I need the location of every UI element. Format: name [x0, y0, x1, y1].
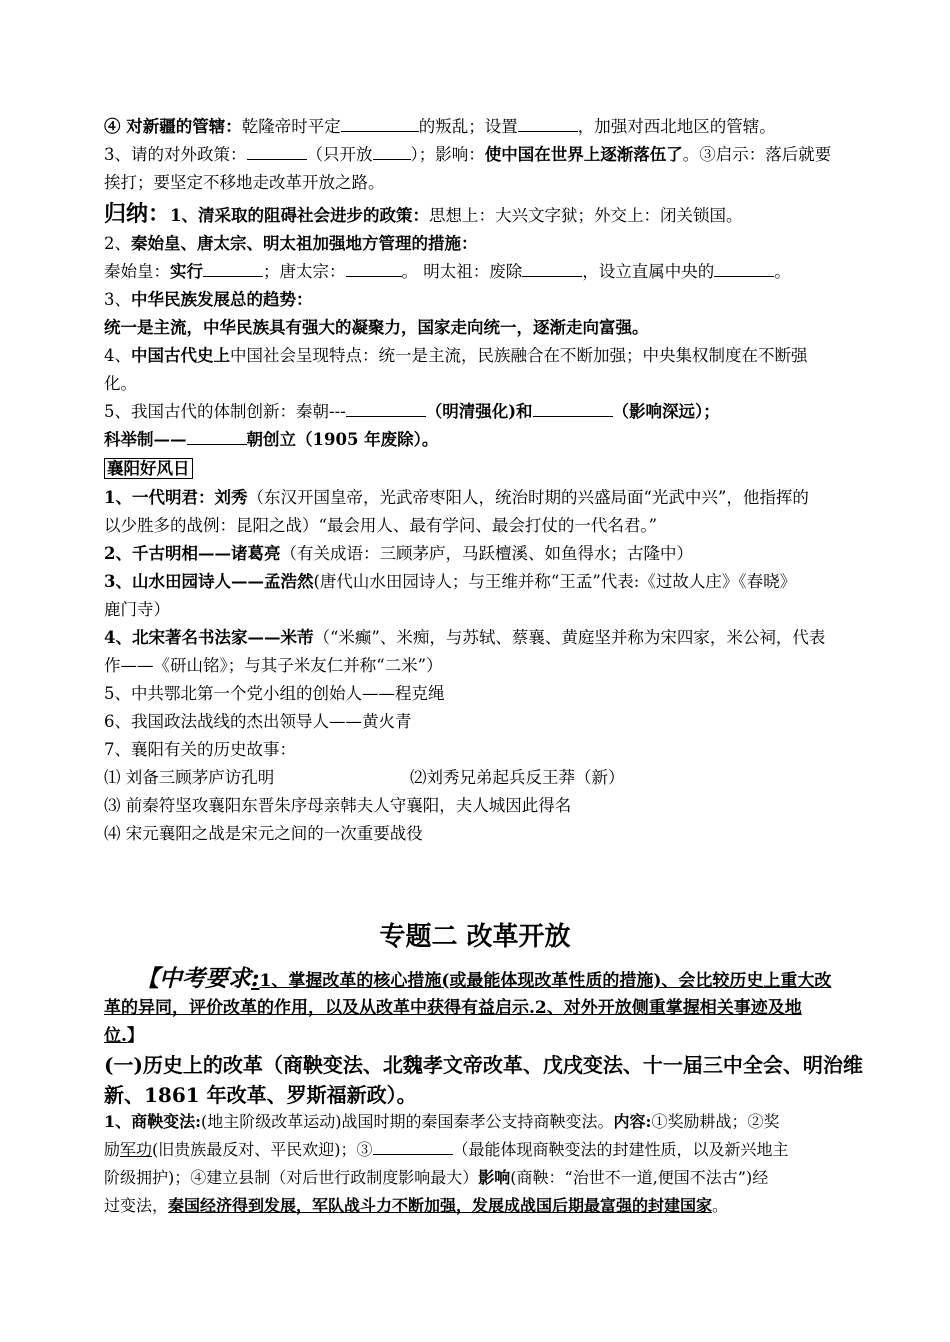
bold-text: 1、一代明君：刘秀 [104, 488, 248, 507]
xiangyang-heading: 襄阳好风日 [104, 458, 193, 479]
text: 。 [712, 1196, 729, 1215]
text: 】 [126, 1026, 144, 1046]
shangyang-line-3 [104, 1164, 904, 1192]
text-line [104, 286, 904, 314]
text: 3、请的对外政策： [104, 145, 247, 164]
mifu-line [104, 624, 904, 652]
bold-text: 影响 [478, 1168, 511, 1187]
keju-line [104, 426, 904, 454]
text: 过变法， [104, 1196, 169, 1215]
section-heading-2: 新、1861 年改革、罗斯福新政）。 [104, 1083, 417, 1107]
text: (旧贵族最反对、平民欢迎)；③ [152, 1140, 373, 1159]
fill-blank[interactable] [346, 399, 426, 417]
text-line: ⑶ 前秦符坚攻襄阳东晋朱序母亲韩夫人守襄阳，夫人城因此得名 [104, 796, 572, 815]
local-management-line [104, 258, 904, 286]
text-line: 化。 [104, 374, 137, 393]
text: 1、掌握改革的核心措施(或最能体现改革性质的措施)、会比较历史上重大改 [259, 971, 832, 991]
bold-underlined-text: 秦国经济得到发展，军队战斗力不断加强，发展成战国后期最富强的封建国家 [168, 1196, 713, 1215]
summary-line [104, 199, 904, 232]
system-innovation-line [104, 398, 904, 426]
stories-line [104, 764, 904, 792]
bold-text: （影响深远）； [612, 402, 720, 421]
bold-text: 使中国在世界上逐渐落伍了 [484, 145, 683, 164]
text: 2、 [104, 234, 131, 253]
text: （有关成语：三顾茅庐，马跃檀溪、如鱼得水；古隆中） [280, 544, 693, 563]
fill-blank[interactable] [533, 399, 613, 417]
bold-text: 科举制—— [104, 430, 187, 449]
bold-text: 中国古代史上 [131, 346, 230, 365]
text-line: 5、中共鄂北第一个党小组的创始人——程克绳 [104, 684, 445, 703]
fill-blank[interactable] [518, 114, 578, 132]
bold-text: 实行 [170, 262, 203, 281]
bold-line: 统一是主流，中华民族具有强大的凝聚力，国家走向统一，逐渐走向富强。 [104, 318, 649, 337]
text: 3、 [104, 290, 131, 309]
text-line: 6、我国政法战线的杰出领导人——黄火青 [104, 712, 412, 731]
requirement-line-3 [104, 1022, 904, 1050]
text-line: 挨打；要坚定不移地走改革开放之路。 [104, 173, 385, 192]
text-line: 鹿门寺） [104, 600, 170, 619]
text: （最能体现商鞅变法的封建性质，以及新兴地主 [452, 1140, 789, 1159]
requirement-line-1 [104, 964, 904, 996]
bold-text: 朝创立（1905 年废除）。 [246, 430, 439, 449]
text: ）；影响： [410, 145, 485, 164]
text-line: 以少胜多的战例：昆阳之战）“最会用人、最有学问、最会打仗的一代名君。” [104, 516, 658, 535]
fill-blank[interactable] [373, 1137, 453, 1155]
text: 思想上：大兴文字狱；外交上：闭关锁国。 [429, 206, 743, 225]
fill-blank[interactable] [341, 114, 419, 132]
xinjiang-line [104, 113, 904, 141]
underlined-text: 军功 [120, 1140, 153, 1159]
text: （只开放 [306, 145, 373, 164]
topic-title: 专题二 改革开放 [379, 922, 571, 952]
bold-text: 2、千古明相——诸葛亮 [104, 544, 281, 563]
text: ，加强对西北地区的管辖。 [577, 117, 776, 136]
text-line: ⑷ 宋元襄阳之战是宋元之间的一次重要战役 [104, 824, 423, 843]
text: 乾隆帝时平定 [241, 117, 341, 136]
fill-blank[interactable] [373, 142, 411, 160]
fill-blank[interactable] [187, 427, 247, 445]
fill-blank[interactable] [346, 259, 402, 277]
text: 中国社会呈现特点：统一是主流，民族融合在不断加强；中央集权制度在不断强 [230, 346, 808, 365]
text: ，设立直属中央的 [582, 262, 715, 281]
requirement-heading: 【中考要求 [136, 965, 251, 992]
text: ⑴ 刘备三顾茅庐访孔明 [104, 768, 275, 787]
text-line [104, 342, 904, 370]
bold-text: 秦始皇、唐太宗、明太祖加强地方管理的措施： [131, 234, 478, 253]
text: 。 [774, 262, 791, 281]
zhugeliang-line [104, 540, 904, 568]
fill-blank[interactable] [714, 259, 774, 277]
text-line: 作——《研山铭》；与其子米友仁并称“二米”） [104, 656, 443, 675]
text: 的叛乱；设置 [418, 117, 518, 136]
text: 秦始皇： [104, 262, 170, 281]
liuxiu-line [104, 484, 904, 512]
xiangyang-heading-line [104, 455, 904, 483]
text: （东汉开国皇帝，光武帝枣阳人，统治时期的兴盛局面“光武中兴”，他指挥的 [247, 488, 809, 507]
fill-blank[interactable] [522, 259, 582, 277]
text: （“米癫”、米痴，与苏轼、蔡襄、黄庭坚并称为宋四家，米公祠，代表 [313, 628, 826, 647]
bold-text: 内容: [613, 1112, 652, 1131]
text-line [104, 230, 904, 258]
text: (商鞅：“治世不一道,便国不法古”)经 [510, 1168, 769, 1187]
text: 5、我国古代的体制创新：秦朝--- [104, 402, 346, 421]
text: 。③启示：落后就要 [682, 145, 832, 164]
text: ①奖励耕战；②奖 [651, 1112, 780, 1131]
xinjiang-heading: ④ 对新疆的管辖： [104, 117, 242, 136]
bold-text: 4、北宋著名书法家——米芾 [104, 628, 314, 647]
shangyang-line-2 [104, 1136, 904, 1164]
bold-text: （明清强化)和 [425, 402, 533, 421]
foreign-policy-line [104, 141, 904, 169]
text: ；唐太宗： [263, 262, 346, 281]
summary-heading: 归纳： [104, 202, 171, 227]
text-line: 7、襄阳有关的历史故事： [104, 740, 296, 759]
bold-text: 1、清采取的阻碍社会进步的政策： [170, 206, 429, 225]
bold-text: 3、山水田园诗人——孟浩然 [104, 572, 314, 591]
text: 励 [104, 1140, 121, 1159]
requirement-line-2: 革的异同，评价改革的作用，以及从改革中获得有益启示.2、对外开放侧重掌握相关事迹及地 [104, 998, 802, 1018]
fill-blank[interactable] [247, 142, 307, 160]
text: (地主阶级改革运动)战国时期的秦国秦孝公支持商鞅变法。 [201, 1112, 614, 1131]
text: ⑵刘秀兄弟起兵反王莽（新） [410, 768, 625, 787]
menghaoran-line [104, 568, 904, 596]
text: 4、 [104, 346, 131, 365]
text: 阶级拥护)；④建立县制（对后世行政制度影响最大） [104, 1168, 479, 1187]
text: 。 明太祖：废除 [401, 262, 523, 281]
text: 位. [104, 1026, 127, 1046]
bold-text: 1、商鞅变法: [104, 1112, 202, 1131]
fill-blank[interactable] [203, 259, 263, 277]
section-heading-1: (一)历史上的改革（商鞅变法、北魏孝文帝改革、戊戌变法、十一届三中全会、明治维 [104, 1053, 863, 1077]
shangyang-line-4 [104, 1192, 904, 1220]
text: (唐代山水田园诗人；与王维并称“王孟”代表:《过故人庄》《春晓》 [313, 572, 797, 591]
bold-text: 中华民族发展总的趋势： [131, 290, 313, 309]
text: : [251, 965, 260, 992]
shangyang-line-1 [104, 1108, 904, 1136]
